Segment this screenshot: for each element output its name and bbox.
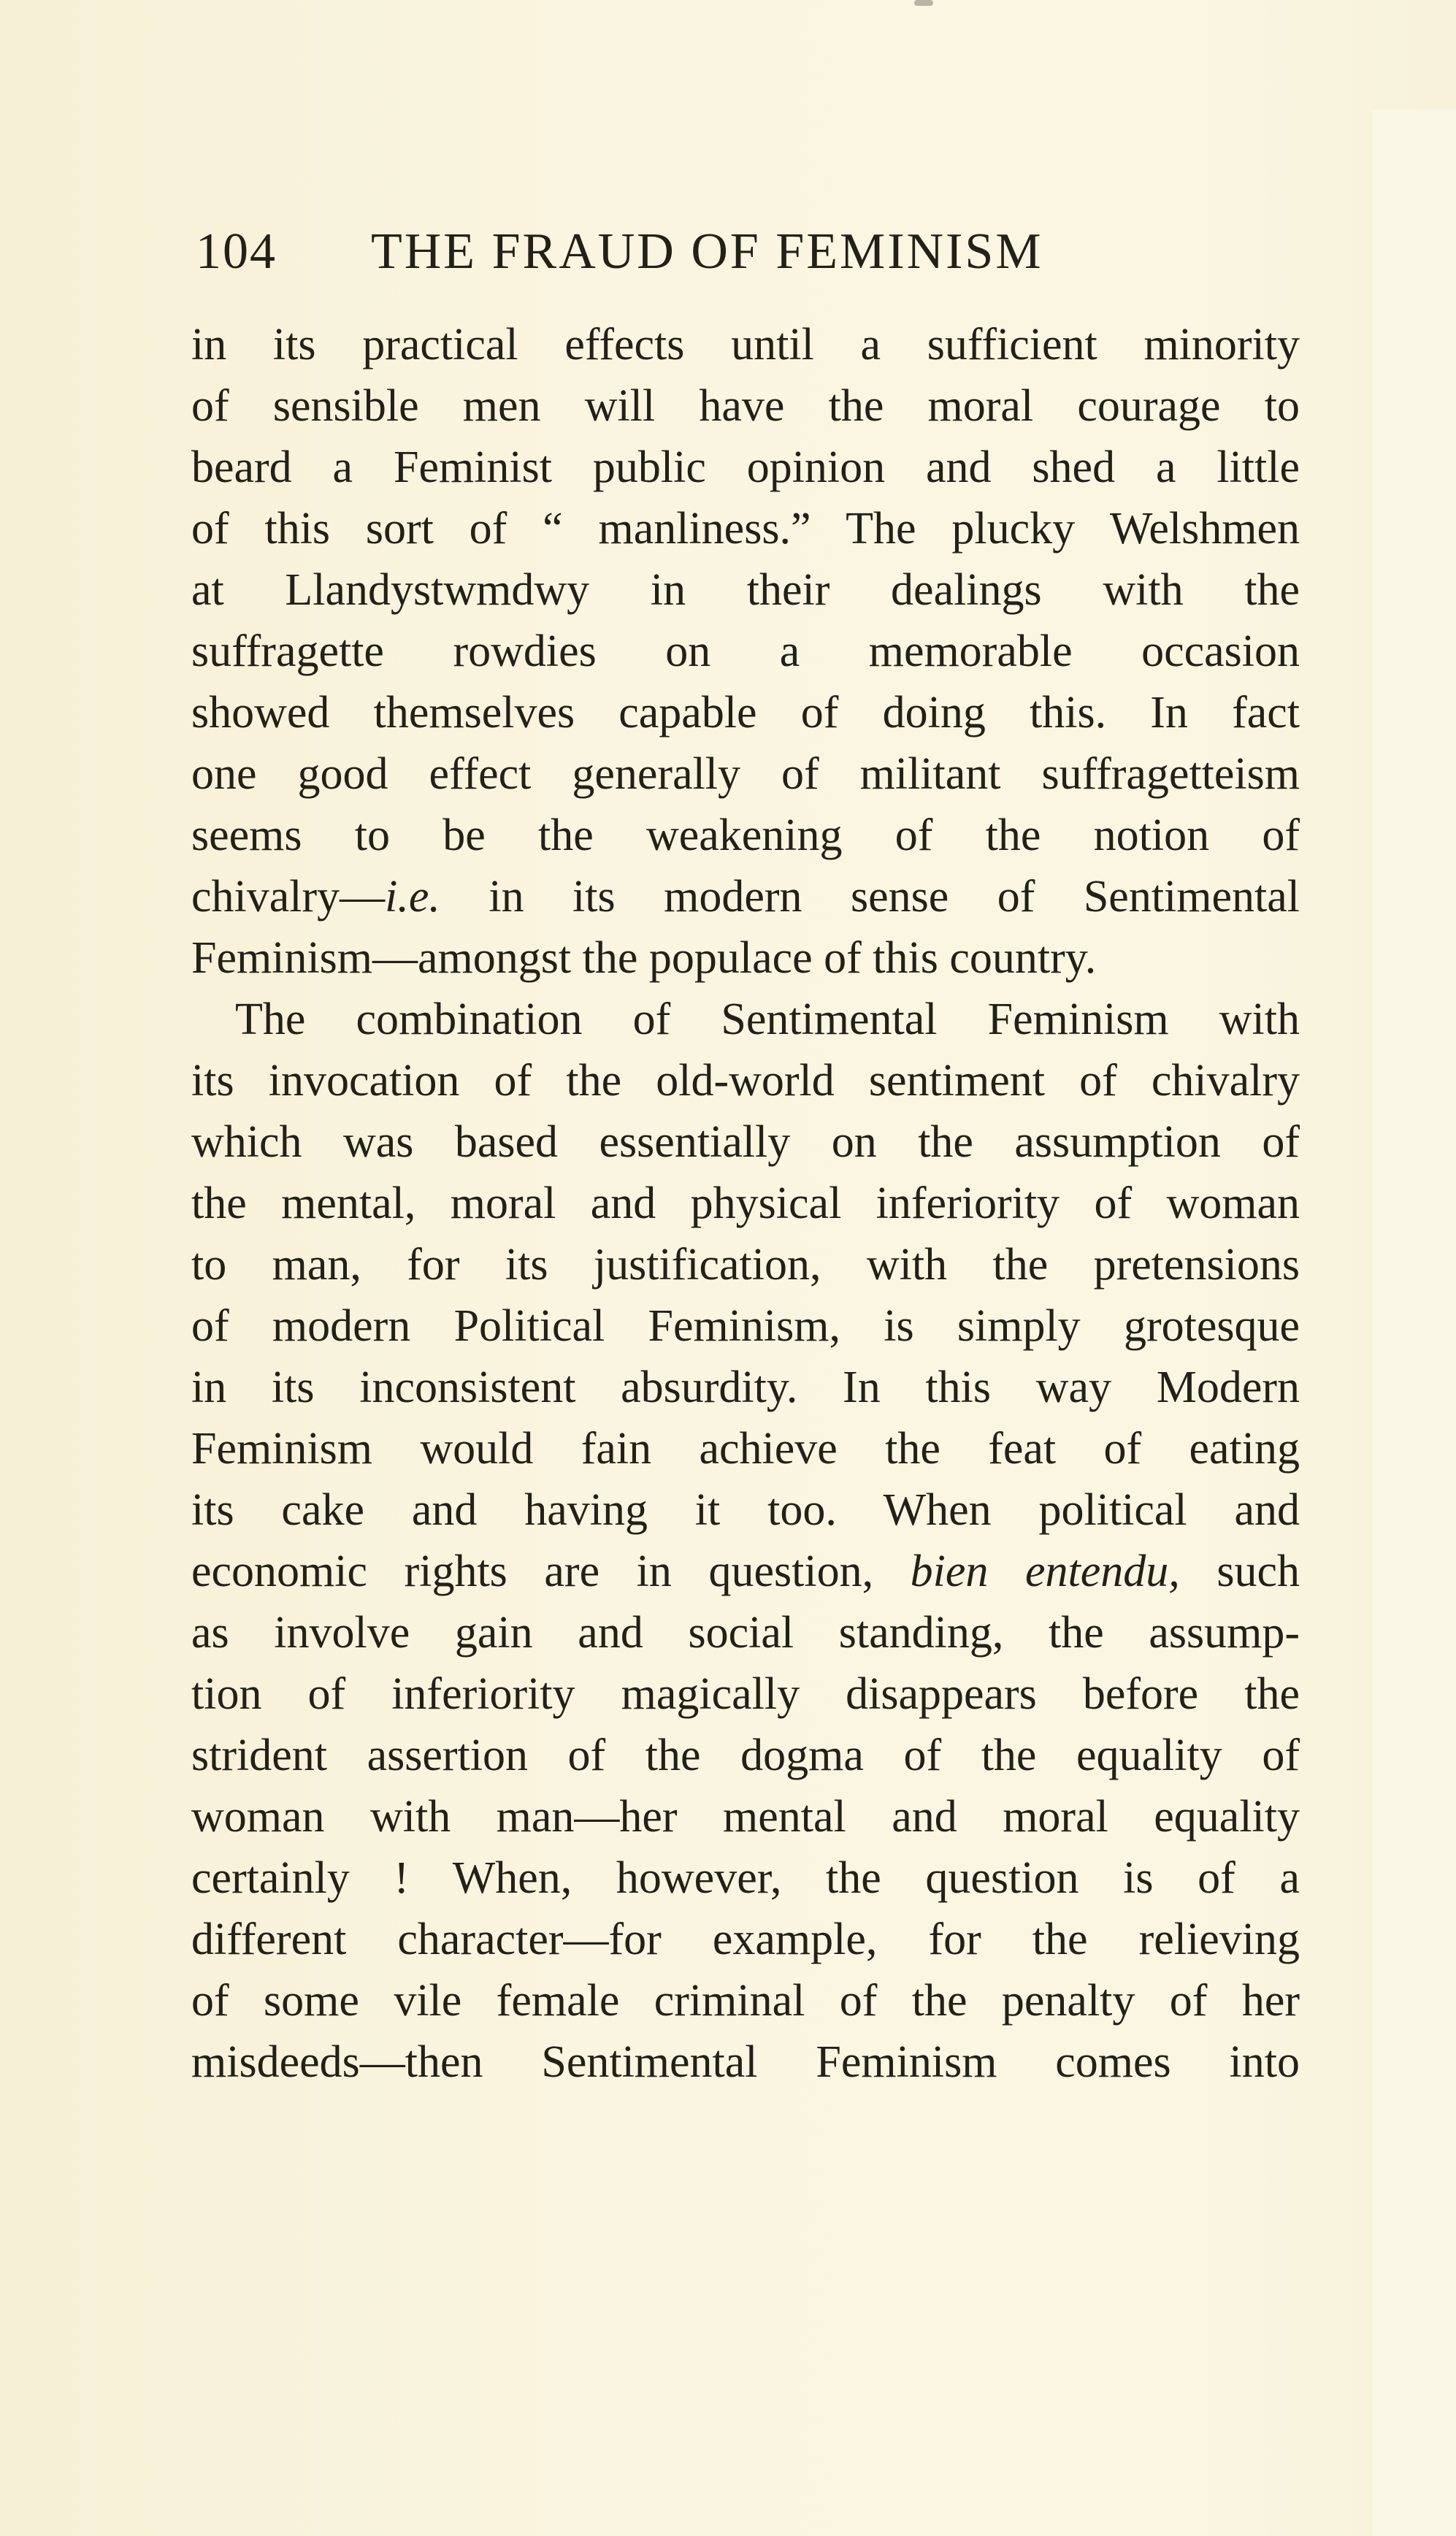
text-line: beard a Feminist public opinion and shed a little: [191, 443, 1300, 492]
text-segment: economic rights are in question,: [191, 1547, 911, 1596]
page-number: 104: [196, 223, 277, 280]
text-line: seems to be the weakening of the notion of: [191, 811, 1300, 860]
text-line: certainly ! When, however, the question is of a: [191, 1853, 1300, 1903]
scan-speck: [914, 0, 933, 6]
text-line: tion of inferiority magically disappears before the: [191, 1669, 1300, 1719]
text-line: woman with man—her mental and moral equality: [191, 1792, 1300, 1842]
running-title: THE FRAUD OF FEMINISM: [371, 223, 1043, 280]
paragraph-first-line: The combination of Sentimental Feminism with: [235, 995, 1300, 1044]
text-segment: in its modern sense of Sentimental: [440, 872, 1300, 922]
text-line: of some vile female criminal of the penalty of her: [191, 1976, 1300, 2026]
text-line: which was based essentially on the assumption of: [191, 1117, 1300, 1167]
text-line: its cake and having it too. When political and: [191, 1485, 1300, 1535]
text-line: Feminism would fain achieve the feat of eating: [191, 1424, 1300, 1474]
text-line: strident assertion of the dogma of the equality of: [191, 1731, 1300, 1780]
text-line: of modern Political Feminism, is simply grotesque: [191, 1301, 1300, 1351]
text-line: of sensible men will have the moral courage to: [191, 381, 1300, 431]
text-line: suffragette rowdies on a memorable occasion: [191, 627, 1300, 676]
text-line: of this sort of “ manliness.” The plucky Welshmen: [191, 504, 1300, 553]
text-line: one good effect generally of militant suffragetteism: [191, 749, 1300, 799]
text-line: [191, 1541, 1300, 1602]
running-head: [196, 219, 1306, 285]
text-line: misdeeds—then Sentimental Feminism comes into: [191, 2037, 1300, 2087]
text-segment: chivalry—: [191, 872, 386, 922]
text-line: the mental, moral and physical inferiority of woman: [191, 1179, 1300, 1228]
text-line: as involve gain and social standing, the assump-: [191, 1608, 1300, 1658]
italic-phrase: bien entendu,: [910, 1547, 1180, 1596]
text-line: its invocation of the old-world sentiment of chivalry: [191, 1056, 1300, 1106]
body-text: [191, 314, 1300, 2093]
text-line: in its practical effects until a sufficient minority: [191, 320, 1300, 369]
text-line: Feminism—amongst the populace of this country.: [191, 933, 1097, 983]
text-line: at Llandystwmdwy in their dealings with the: [191, 565, 1300, 615]
text-line: to man, for its justification, with the pretensions: [191, 1240, 1300, 1290]
text-line: showed themselves capable of doing this. In fact: [191, 688, 1300, 738]
page-edge-shading: [1373, 110, 1456, 2536]
text-line: different character—for example, for the relieving: [191, 1915, 1300, 1964]
italic-abbreviation: i.e.: [385, 872, 440, 922]
text-line: [191, 866, 1300, 927]
text-line: in its inconsistent absurdity. In this way Modern: [191, 1363, 1300, 1412]
text-segment: such: [1179, 1547, 1300, 1596]
